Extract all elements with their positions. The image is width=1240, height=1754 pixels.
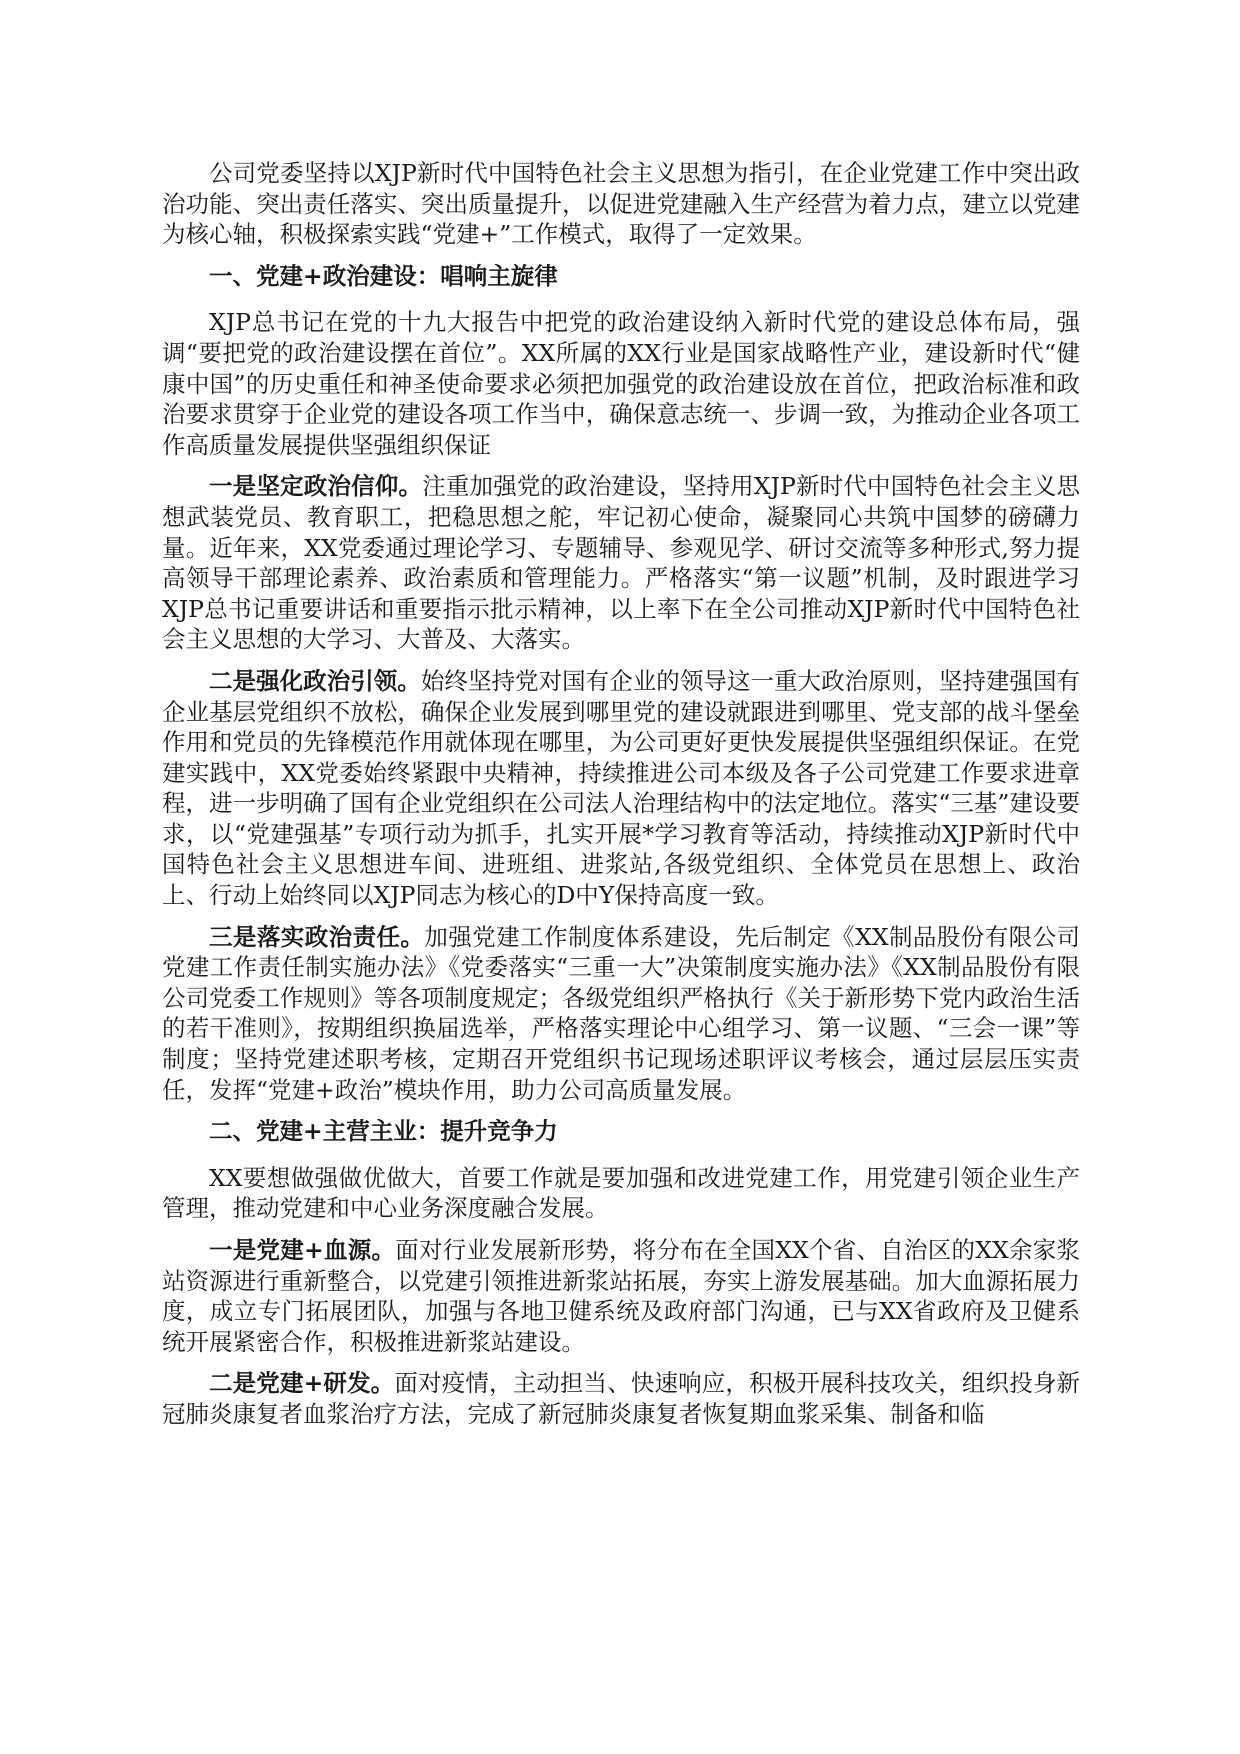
- section-2-heading: 二、党建+主营主业：提升竞争力: [209, 1117, 558, 1146]
- section-1-item-1-lead: 一是坚定政治信仰。: [209, 472, 423, 501]
- section-1-item-3: [162, 922, 1080, 1106]
- section-2-intro: XX要想做强做优做大，首要工作就是要加强和改进党建工作，用党建引领企业生产管理，推动党建和中心业务深度融合发展。: [162, 1163, 1080, 1223]
- section-2-item-2-lead: 二是党建+研发。: [209, 1369, 395, 1398]
- section-1-intro: XJP总书记在党的十九大报告中把党的政治建设纳入新时代党的建设总体布局，强调“要把党的政治建设摆在首位”。XX所属的XX行业是国家战略性产业，建设新时代“健康中国”的历史重任和神圣使命要求必须把加强党的政治建设放在首位，把政治标准和政治要求贯穿于企业党的建设各项工作当中，确保意志统一、步调一致，为推动企业各项工作高质量发展提供坚强组织保证: [162, 308, 1080, 459]
- section-2-item-2-body: 面对疫情，主动担当、快速响应，积极开展科技攻关，组织投身新冠肺炎康复者血浆治疗方法，完成了新冠肺炎康复者恢复期血浆采集、制备和临: [162, 1369, 1080, 1428]
- document-page: [162, 158, 1080, 1441]
- section-1-item-3-lead: 三是落实政治责任。: [209, 922, 425, 951]
- section-1-item-3-body: 加强党建工作制度体系建设，先后制定《XX制品股份有限公司党建工作责任制实施办法》《党委落实“三重一大”决策制度实施办法》《XX制品股份有限公司党委工作规则》等各项制度规定；各级党组织严格执行《关于新形势下党内政治生活的若干准则》，按期组织换届选举，严格落实理论中心组学习、第一议题、“三会一课”等制度；坚持党建述职考核，定期召开党组织书记现场述职评议考核会，通过层层压实责任，发挥“党建+政治”模块作用，助力公司高质量发展。: [162, 922, 1081, 1104]
- intro-paragraph: 公司党委坚持以XJP新时代中国特色社会主义思想为指引，在企业党建工作中突出政治功能、突出责任落实、突出质量提升，以促进党建融入生产经营为着力点，建立以党建为核心轴，积极探索实践“党建+”工作模式，取得了一定效果。: [162, 159, 1080, 249]
- section-2-item-2: [162, 1368, 1080, 1429]
- section-2-item-1-lead: 一是党建+血源。: [209, 1236, 396, 1264]
- section-1-item-1-body: 注重加强党的政治建设，坚持用XJP新时代中国特色社会主义思想武装党员、教育职工，把稳思想之舵，牢记初心使命，凝聚同心共筑中国梦的磅礴力量。近年来，XX党委通过理论学习、专题辅导、参观见学、研讨交流等多种形式,努力提高领导干部理论素养、政治素质和管理能力。严格落实“第一议题”机制，及时跟进学习XJP总书记重要讲话和重要指示批示精神，以上率下在全公司推动XJP新时代中国特色社会主义思想的大学习、大普及、大落实。: [162, 472, 1081, 654]
- section-2-item-1: [162, 1235, 1080, 1357]
- section-1-item-2: [162, 666, 1080, 911]
- section-1-heading: 一、党建+政治建设：唱响主旋律: [209, 261, 558, 290]
- section-1-item-2-body: 始终坚持党对国有企业的领导这一重大政治原则，坚持建强国有企业基层党组织不放松，确保企业发展到哪里党的建设就跟进到哪里、党支部的战斗堡垒作用和党员的先锋模范作用就体现在哪里，为公司更好更快发展提供坚强组织保证。在党建实践中，XX党委始终紧跟中央精神，持续推进公司本级及各子公司党建工作要求进章程，进一步明确了国有企业党组织在公司法人治理结构中的法定地位。落实“三基”建设要求，以“党建强基”专项行动为抓手，扎实开展*学习教育等活动，持续推动XJP新时代中国特色社会主义思想进车间、进班组、进浆站,各级党组织、全体党员在思想上、政治上、行动上始终同以XJP同志为核心的D中Y保持高度一致。: [162, 666, 1080, 910]
- section-1-item-2-lead: 二是强化政治引领。: [209, 666, 421, 695]
- section-2-item-1-body: 面对行业发展新形势，将分布在全国XX个省、自治区的XX余家浆站资源进行重新整合，以党建引领推进新浆站拓展，夯实上游发展基础。加大血源拓展力度，成立专门拓展团队，加强与各地卫健系统及政府部门沟通，已与XX省政府及卫健系统开展紧密合作，积极推进新浆站建设。: [162, 1236, 1080, 1356]
- section-1-item-1: [162, 471, 1080, 655]
